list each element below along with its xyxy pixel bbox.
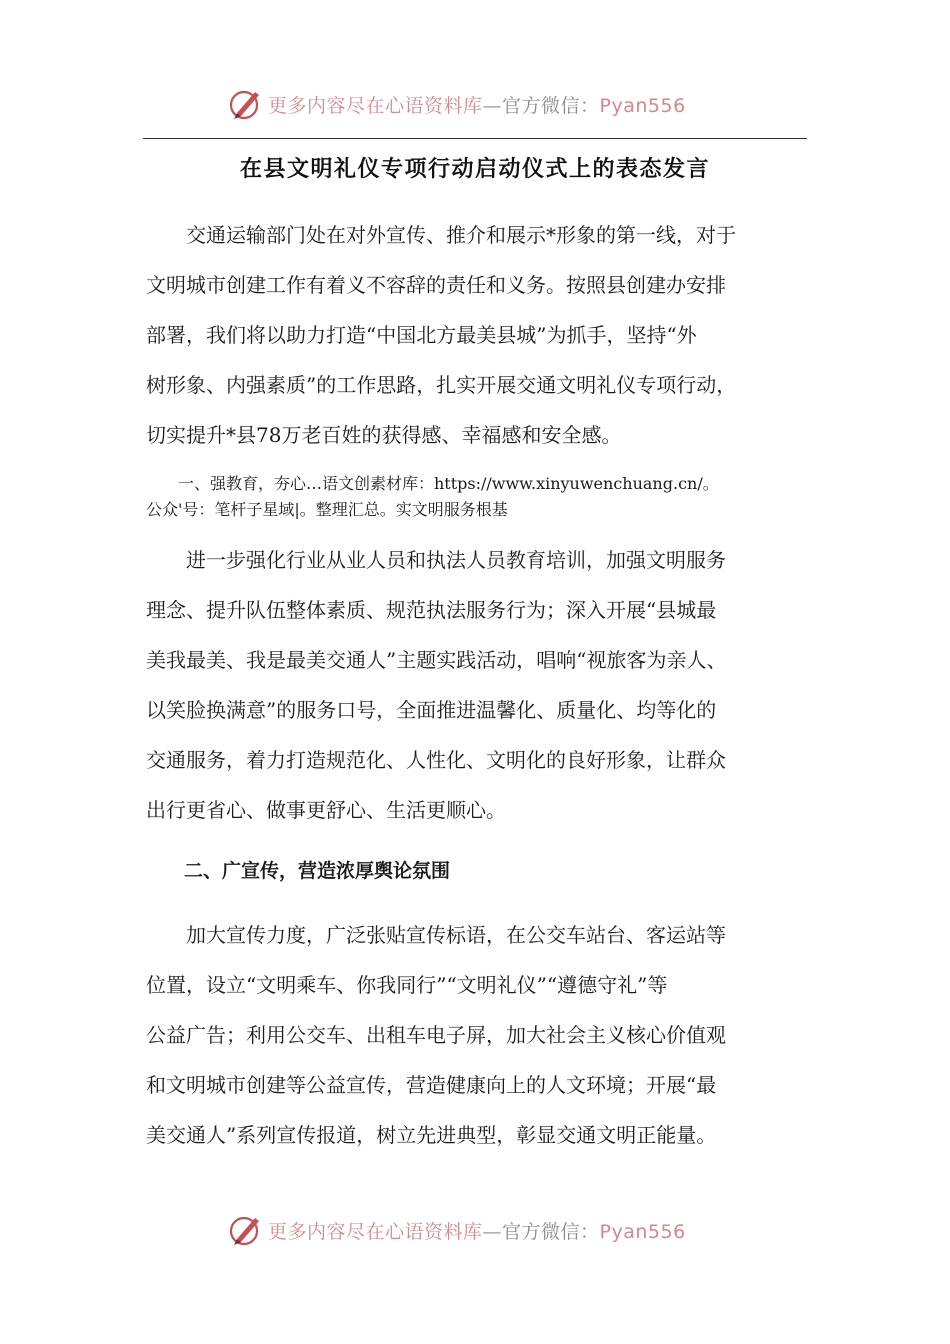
paragraph-line: 出行更省心、做事更舒心、生活更顺心。	[146, 798, 506, 822]
paragraph-line: 美交通人”系列宣传报道，树立先进典型，彰显交通文明正能量。	[146, 1123, 717, 1147]
section-heading-1	[146, 471, 812, 523]
banner-main-text: 更多内容尽在心语资料库	[268, 94, 483, 117]
paragraph-line: 树形象、内强素质”的工作思路，扎实开展交通文明礼仪专项行动，	[146, 373, 737, 397]
paragraph-intro	[146, 210, 812, 460]
heading-line: 一、强教育，夯心…语文创素材库：https://www.xinyuwenchuang.cn/。	[146, 474, 719, 493]
paragraph-line: 公益广告；利用公交车、出租车电子屏，加大社会主义核心价值观	[146, 1023, 726, 1047]
paragraph-education	[146, 535, 812, 835]
paragraph-line: 美我最美、我是最美交通人”主题实践活动，唱响“视旅客为亲人、	[146, 648, 727, 672]
banner-wechat-label: 官方微信：	[502, 1220, 600, 1243]
paragraph-line: 交通服务，着力打造规范化、人性化、文明化的良好形象，让群众	[146, 748, 726, 772]
paragraph-line: 理念、提升队伍整体素质、规范执法服务行为；深入开展“县城最	[146, 598, 717, 622]
header-banner	[0, 84, 950, 124]
paragraph-line: 加大宣传力度，广泛张贴宣传标语，在公交车站台、客运站等	[146, 923, 726, 947]
document-title: 在县文明礼仪专项行动启动仪式上的表态发言	[239, 157, 710, 182]
banner-separator: —	[482, 1220, 503, 1243]
pen-logo-icon	[228, 86, 264, 122]
header-rule	[143, 138, 807, 139]
heading-line: 公众'号：笔杆子星域|。整理汇总。实文明服务根基	[146, 500, 508, 519]
paragraph-line: 部署，我们将以助力打造“中国北方最美县城”为抓手，坚持“外	[146, 323, 697, 347]
paragraph-line: 和文明城市创建等公益宣传，营造健康向上的人文环境；开展“最	[146, 1073, 717, 1097]
paragraph-line: 切实提升*县78万老百姓的获得感、幸福感和安全感。	[146, 423, 622, 447]
banner-wechat-label: 官方微信：	[502, 94, 600, 117]
pen-logo-icon	[228, 1212, 264, 1248]
banner-wechat-id: Pyan556	[599, 94, 686, 117]
banner-separator: —	[482, 94, 503, 117]
banner-text	[268, 91, 686, 118]
banner-text	[268, 1217, 686, 1244]
paragraph-line: 交通运输部门处在对外宣传、推介和展示*形象的第一线，对于	[146, 223, 736, 247]
paragraph-line: 位置，设立“文明乘车、你我同行”“文明礼仪”“遵德守礼”等	[146, 973, 668, 997]
paragraph-line: 以笑脸换满意”的服务口号，全面推进温馨化、质量化、均等化的	[146, 698, 717, 722]
paragraph-publicity	[146, 910, 812, 1160]
paragraph-line: 进一步强化行业从业人员和执法人员教育培训，加强文明服务	[146, 548, 726, 572]
section-heading-2: 二、广宣传，营造浓厚舆论氛围	[184, 860, 451, 882]
footer-banner	[0, 1210, 950, 1250]
paragraph-line: 文明城市创建工作有着义不容辞的责任和义务。按照县创建办安排	[146, 273, 726, 297]
banner-main-text: 更多内容尽在心语资料库	[268, 1220, 483, 1243]
banner-wechat-id: Pyan556	[599, 1220, 686, 1243]
